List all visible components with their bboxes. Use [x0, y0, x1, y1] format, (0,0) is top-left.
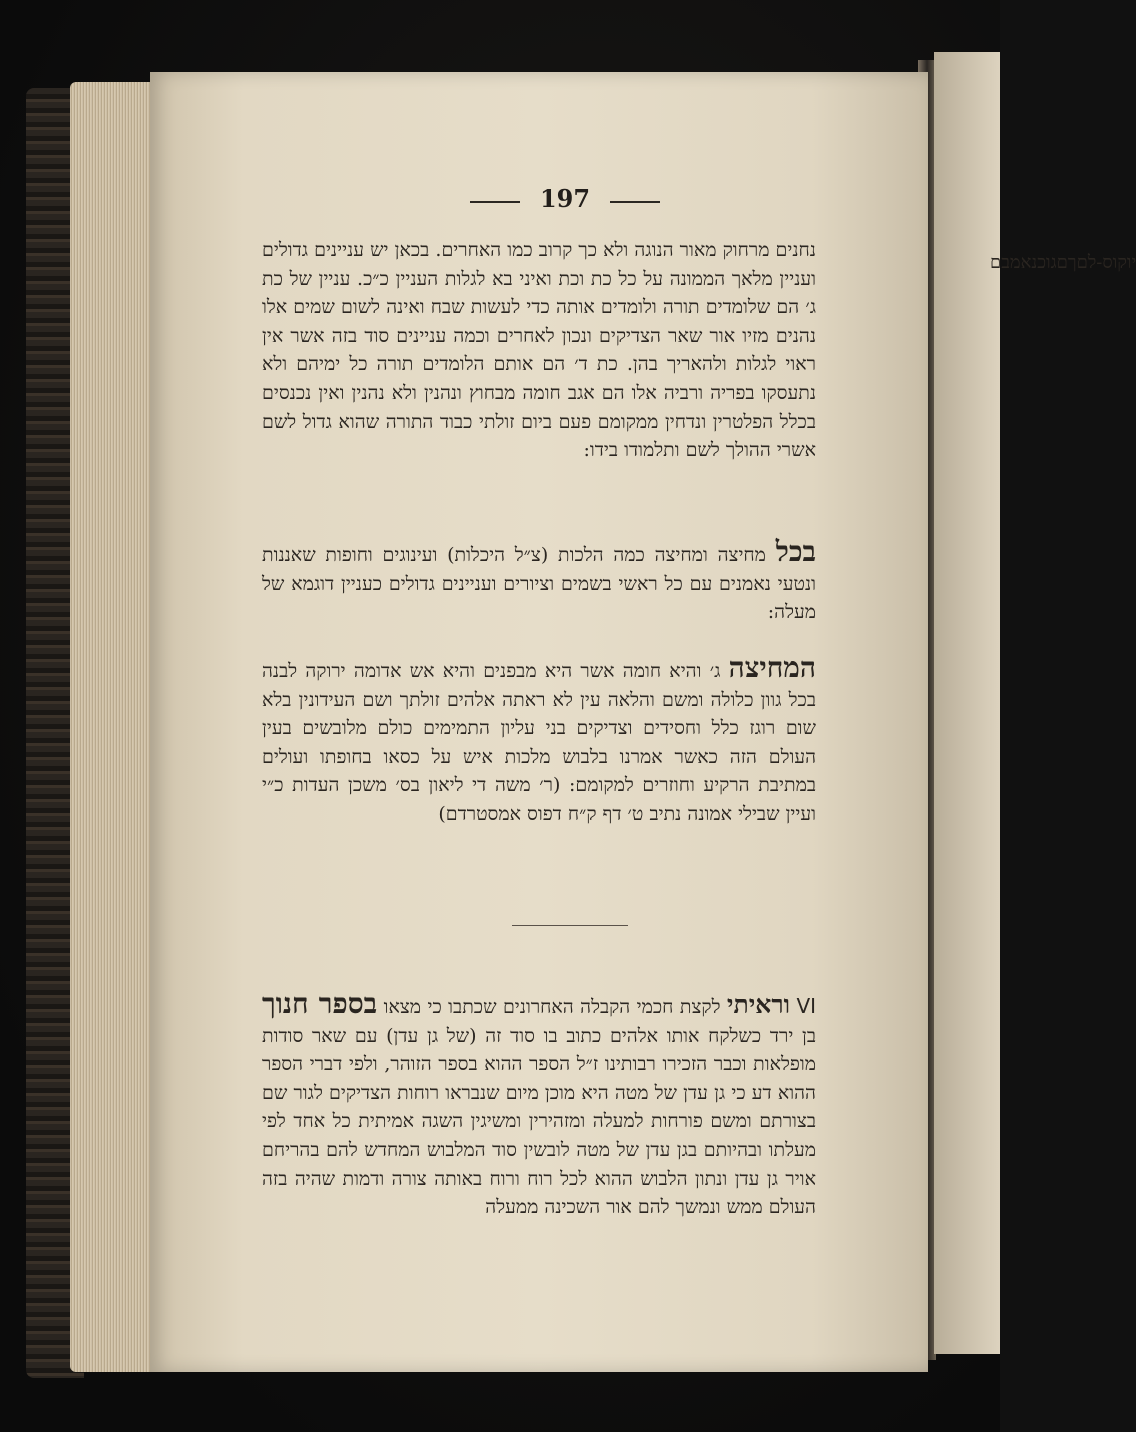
paragraph-2: [262, 535, 816, 627]
paragraph-text: מחיצה ומחיצה כמה הלכות (צ״ל היכלות) ועינוגים וחופות שאננות ונטעי נאמנים עם כל ראשי בשמים וציורים ועניינים גדולים כעניין דוגמא של מעלה:: [262, 544, 816, 624]
section-divider: [512, 925, 628, 926]
paragraph-text: נחנים מרחוק מאור הנוגה ולא כך קרוב כמו האחרים. בכאן יש עניינים גדולים ועניין מלאך הממונה על כל כת וכת ואיני בא לגלות העניין כ״כ. עניין של כת ג׳ הם שלומדים תורה ולומדים אותה כדי לעשות שבח ואינה לשום שמים אלו נהנים מזיו אור שאר הצדיקים ונכון לאחרים וכמה עניינים סוד בזה אשר אין ראוי לגלות ולהאריך בהן. כת ד׳ הם אותם הלומדים תורה כל ימיהם ולא נתעסקו בפריה ורביה אלו הם אגב חומה מבחוץ ונהנין ולא נהנין ואין נכנסים בכלל הפלטרין ונדחין ממקומם פעם ביום זולתי כבוד התורה שהוא גדול לשם אשרי ההולך לשם ותלמודו בידו:: [262, 239, 816, 462]
paragraph-lead-word: וראיתי: [726, 990, 790, 1019]
paragraph-lead-phrase: בספר חנוך: [262, 987, 378, 1020]
paragraph-text: ג׳ והיא חומה אשר היא מבפנים והיא אש אדומה ירוקה לבנה בכל גוון כלולה ומשם והלאה עין לא ראתה אלהים זולתך ושם העידונין בלא שום רוגז כלל וחסידים וצדיקים בני עליון התמימים כולם מלובשים בעין העולם הזה כאשר אמרנו בלבוש מלכות איש על כסאו בחופתו ועולים במתיבת הרקיע וחוזרים למקומם: (ר׳ משה די ליאון בס׳ משכן העדות כ״י ועיין שבילי אמונה נתיב ט׳ דף ק״ח דפוס אמסטרדם): [262, 660, 816, 825]
page-edges: [70, 82, 162, 1372]
header-rule-right: [610, 201, 660, 203]
paragraph-3: [262, 651, 816, 829]
paragraph-text-continued: בן ירד כשלקח אותו אלהים כתוב בו סוד זה (של גן עדן) עם שאר סודות מופלאות וכבר הזכירו רבותינו ז״ל הספר ההוא בספר הזוהר, ולפי דברי הספר ההוא דע כי גן עדן של מטה היא מוכן מיום שנבראו רוחות הצדיקים לגור שם בצורתם ומשם פורחות למעלה ומזהירין ומשיגין השגה אמיתית כל אחד לפי מעלתו ובהיותם בגן עדן של מטה לובשין סוד המלבוש המחדש להם בהריחם אויר גן עדן ונתון הלבוש ההוא לכל רוח ורוח באותה צורה ודמות שהיה בזה העולם ממש ונמשך להם אור השכינה ממעלה: [262, 1024, 816, 1219]
page-number: 197: [539, 184, 591, 213]
paragraph-lead-word: המחיצה: [728, 651, 816, 684]
page-header: [470, 184, 660, 214]
section-number: VI: [796, 994, 817, 1018]
facing-page-text: יוקוס-לםךםגוכנאמבם: [990, 252, 1136, 273]
paragraph-4: [262, 987, 817, 1222]
paragraph-1: [262, 236, 816, 465]
paragraph-text: לקצת חכמי הקבלה האחרונים שכתבו כי מצאו: [383, 996, 721, 1018]
paragraph-lead-word: בכל: [775, 535, 816, 568]
